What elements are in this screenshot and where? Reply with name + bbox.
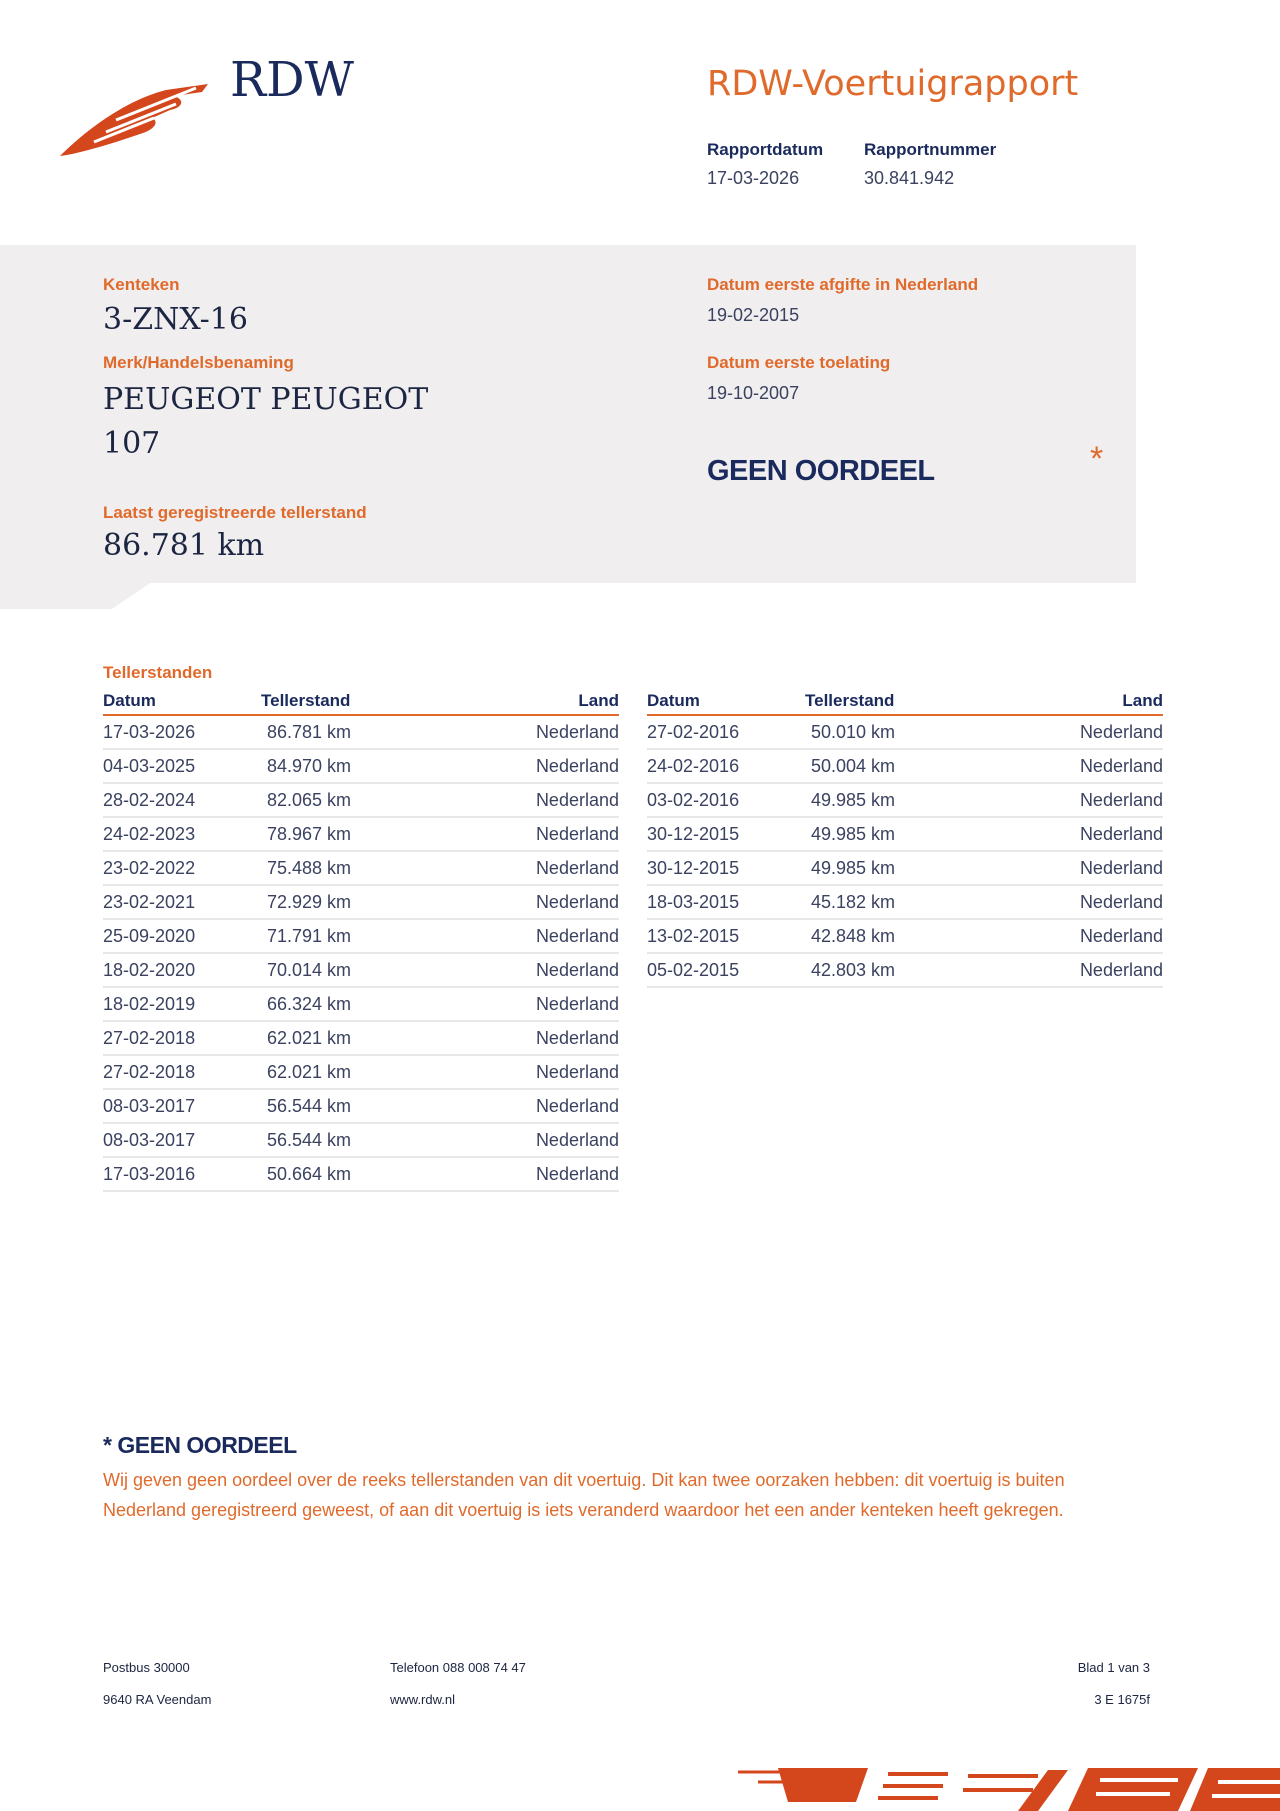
rdw-logo-icon	[56, 80, 216, 170]
note-text: Wij geven geen oordeel over de reeks tellerstanden van dit voertuig. Dit kan twee oorzaken hebben: dit voertuig is buiten Nederland geregistreerd geweest, of aan dit voertuig is iets veranderd waardoor het een ander kenteken heeft gekregen.	[103, 1470, 1065, 1520]
cell-country: Nederland	[407, 715, 619, 749]
col-header-reading: Tellerstand	[261, 690, 407, 715]
cell-reading: 49.985 km	[805, 817, 951, 851]
plate-value: 3-ZNX-16	[103, 302, 248, 337]
cell-date: 30-12-2015	[647, 851, 805, 885]
footer-phone: Telefoon 088 008 74 47	[390, 1660, 526, 1675]
table-row	[647, 885, 1163, 919]
cell-date: 17-03-2026	[103, 715, 261, 749]
cell-country: Nederland	[951, 783, 1163, 817]
report-date-label: Rapportdatum	[707, 140, 824, 159]
first-nl-value: 19-02-2015	[707, 305, 800, 325]
col-header-country: Land	[951, 690, 1163, 715]
table-row	[103, 749, 619, 783]
cell-date: 05-02-2015	[647, 953, 805, 987]
cell-country: Nederland	[407, 749, 619, 783]
table-row	[103, 1055, 619, 1089]
cell-reading: 62.021 km	[261, 1021, 407, 1055]
cell-date: 17-03-2016	[103, 1157, 261, 1191]
table-row	[103, 715, 619, 749]
table-row	[103, 1123, 619, 1157]
brand-line-2: 107	[103, 426, 161, 461]
cell-date: 24-02-2016	[647, 749, 805, 783]
cell-country: Nederland	[951, 885, 1163, 919]
cell-country: Nederland	[407, 919, 619, 953]
table-row	[103, 987, 619, 1021]
cell-country: Nederland	[407, 885, 619, 919]
cell-reading: 56.544 km	[261, 1123, 407, 1157]
footer-code: 3 E 1675f	[1094, 1692, 1150, 1707]
cell-country: Nederland	[951, 715, 1163, 749]
table-row	[103, 817, 619, 851]
cell-country: Nederland	[951, 919, 1163, 953]
table-row	[103, 885, 619, 919]
footer-web[interactable]: www.rdw.nl	[390, 1692, 456, 1707]
footer-city: 9640 RA Veendam	[103, 1692, 212, 1707]
cell-reading: 86.781 km	[261, 715, 407, 749]
cell-country: Nederland	[407, 1123, 619, 1157]
table-row	[103, 1021, 619, 1055]
table-row	[103, 851, 619, 885]
col-header-reading: Tellerstand	[805, 690, 951, 715]
rdw-logo-text: RDW	[230, 52, 354, 108]
cell-reading: 72.929 km	[261, 885, 407, 919]
col-header-date: Datum	[647, 690, 805, 715]
table-row	[103, 953, 619, 987]
readings-title: Tellerstanden	[103, 663, 213, 682]
cell-reading: 42.848 km	[805, 919, 951, 953]
cell-date: 27-02-2018	[103, 1021, 261, 1055]
table-row	[647, 851, 1163, 885]
cell-country: Nederland	[407, 987, 619, 1021]
report-title: RDW-Voertuigrapport	[707, 64, 1079, 104]
cell-date: 04-03-2025	[103, 749, 261, 783]
brand-line-1: PEUGEOT PEUGEOT	[103, 382, 429, 417]
cell-country: Nederland	[951, 953, 1163, 987]
report-date: 17-03-2026	[707, 168, 800, 188]
cell-reading: 50.004 km	[805, 749, 951, 783]
table-row	[103, 1089, 619, 1123]
panel-tab-decoration	[0, 583, 150, 609]
report-number-label: Rapportnummer	[864, 140, 997, 159]
rdw-stripes-icon	[738, 1762, 1280, 1811]
cell-date: 08-03-2017	[103, 1089, 261, 1123]
verdict-star: *	[1090, 440, 1104, 478]
cell-reading: 70.014 km	[261, 953, 407, 987]
cell-country: Nederland	[407, 1089, 619, 1123]
cell-reading: 50.010 km	[805, 715, 951, 749]
col-header-country: Land	[407, 690, 619, 715]
cell-country: Nederland	[951, 851, 1163, 885]
cell-reading: 62.021 km	[261, 1055, 407, 1089]
readings-table-left	[103, 690, 619, 1192]
table-row	[103, 1157, 619, 1191]
cell-date: 03-02-2016	[647, 783, 805, 817]
cell-reading: 42.803 km	[805, 953, 951, 987]
cell-date: 18-02-2019	[103, 987, 261, 1021]
cell-reading: 49.985 km	[805, 851, 951, 885]
cell-reading: 75.488 km	[261, 851, 407, 885]
cell-date: 30-12-2015	[647, 817, 805, 851]
table-row	[647, 715, 1163, 749]
cell-date: 24-02-2023	[103, 817, 261, 851]
cell-reading: 71.791 km	[261, 919, 407, 953]
cell-reading: 49.985 km	[805, 783, 951, 817]
cell-date: 18-02-2020	[103, 953, 261, 987]
cell-country: Nederland	[407, 1055, 619, 1089]
cell-date: 08-03-2017	[103, 1123, 261, 1157]
table-row	[647, 749, 1163, 783]
report-number: 30.841.942	[864, 168, 955, 188]
cell-date: 27-02-2018	[103, 1055, 261, 1089]
brand-label: Merk/Handelsbenaming	[103, 353, 294, 372]
cell-date: 25-09-2020	[103, 919, 261, 953]
cell-date: 23-02-2022	[103, 851, 261, 885]
col-header-date: Datum	[103, 690, 261, 715]
odometer-value: 86.781 km	[103, 528, 265, 563]
cell-reading: 84.970 km	[261, 749, 407, 783]
first-admission-value: 19-10-2007	[707, 383, 800, 403]
note-title: * GEEN OORDEEL	[103, 1432, 297, 1458]
cell-country: Nederland	[407, 783, 619, 817]
cell-country: Nederland	[951, 817, 1163, 851]
table-row	[647, 953, 1163, 987]
cell-country: Nederland	[951, 749, 1163, 783]
cell-country: Nederland	[407, 1021, 619, 1055]
cell-date: 18-03-2015	[647, 885, 805, 919]
cell-reading: 66.324 km	[261, 987, 407, 1021]
odometer-label: Laatst geregistreerde tellerstand	[103, 503, 367, 522]
cell-date: 27-02-2016	[647, 715, 805, 749]
table-row	[647, 817, 1163, 851]
cell-country: Nederland	[407, 1157, 619, 1191]
first-admission-label: Datum eerste toelating	[707, 353, 891, 372]
cell-reading: 78.967 km	[261, 817, 407, 851]
cell-country: Nederland	[407, 851, 619, 885]
cell-date: 23-02-2021	[103, 885, 261, 919]
cell-reading: 45.182 km	[805, 885, 951, 919]
footer-postbus: Postbus 30000	[103, 1660, 190, 1675]
cell-reading: 56.544 km	[261, 1089, 407, 1123]
table-row	[647, 919, 1163, 953]
cell-date: 28-02-2024	[103, 783, 261, 817]
readings-table-right	[647, 690, 1163, 988]
cell-reading: 50.664 km	[261, 1157, 407, 1191]
plate-label: Kenteken	[103, 275, 180, 294]
table-row	[647, 783, 1163, 817]
cell-country: Nederland	[407, 953, 619, 987]
table-row	[103, 919, 619, 953]
cell-country: Nederland	[407, 817, 619, 851]
first-nl-label: Datum eerste afgifte in Nederland	[707, 275, 979, 294]
cell-date: 13-02-2015	[647, 919, 805, 953]
footer-page: Blad 1 van 3	[1077, 1660, 1150, 1675]
cell-reading: 82.065 km	[261, 783, 407, 817]
verdict-text: GEEN OORDEEL	[707, 455, 935, 487]
table-row	[103, 783, 619, 817]
